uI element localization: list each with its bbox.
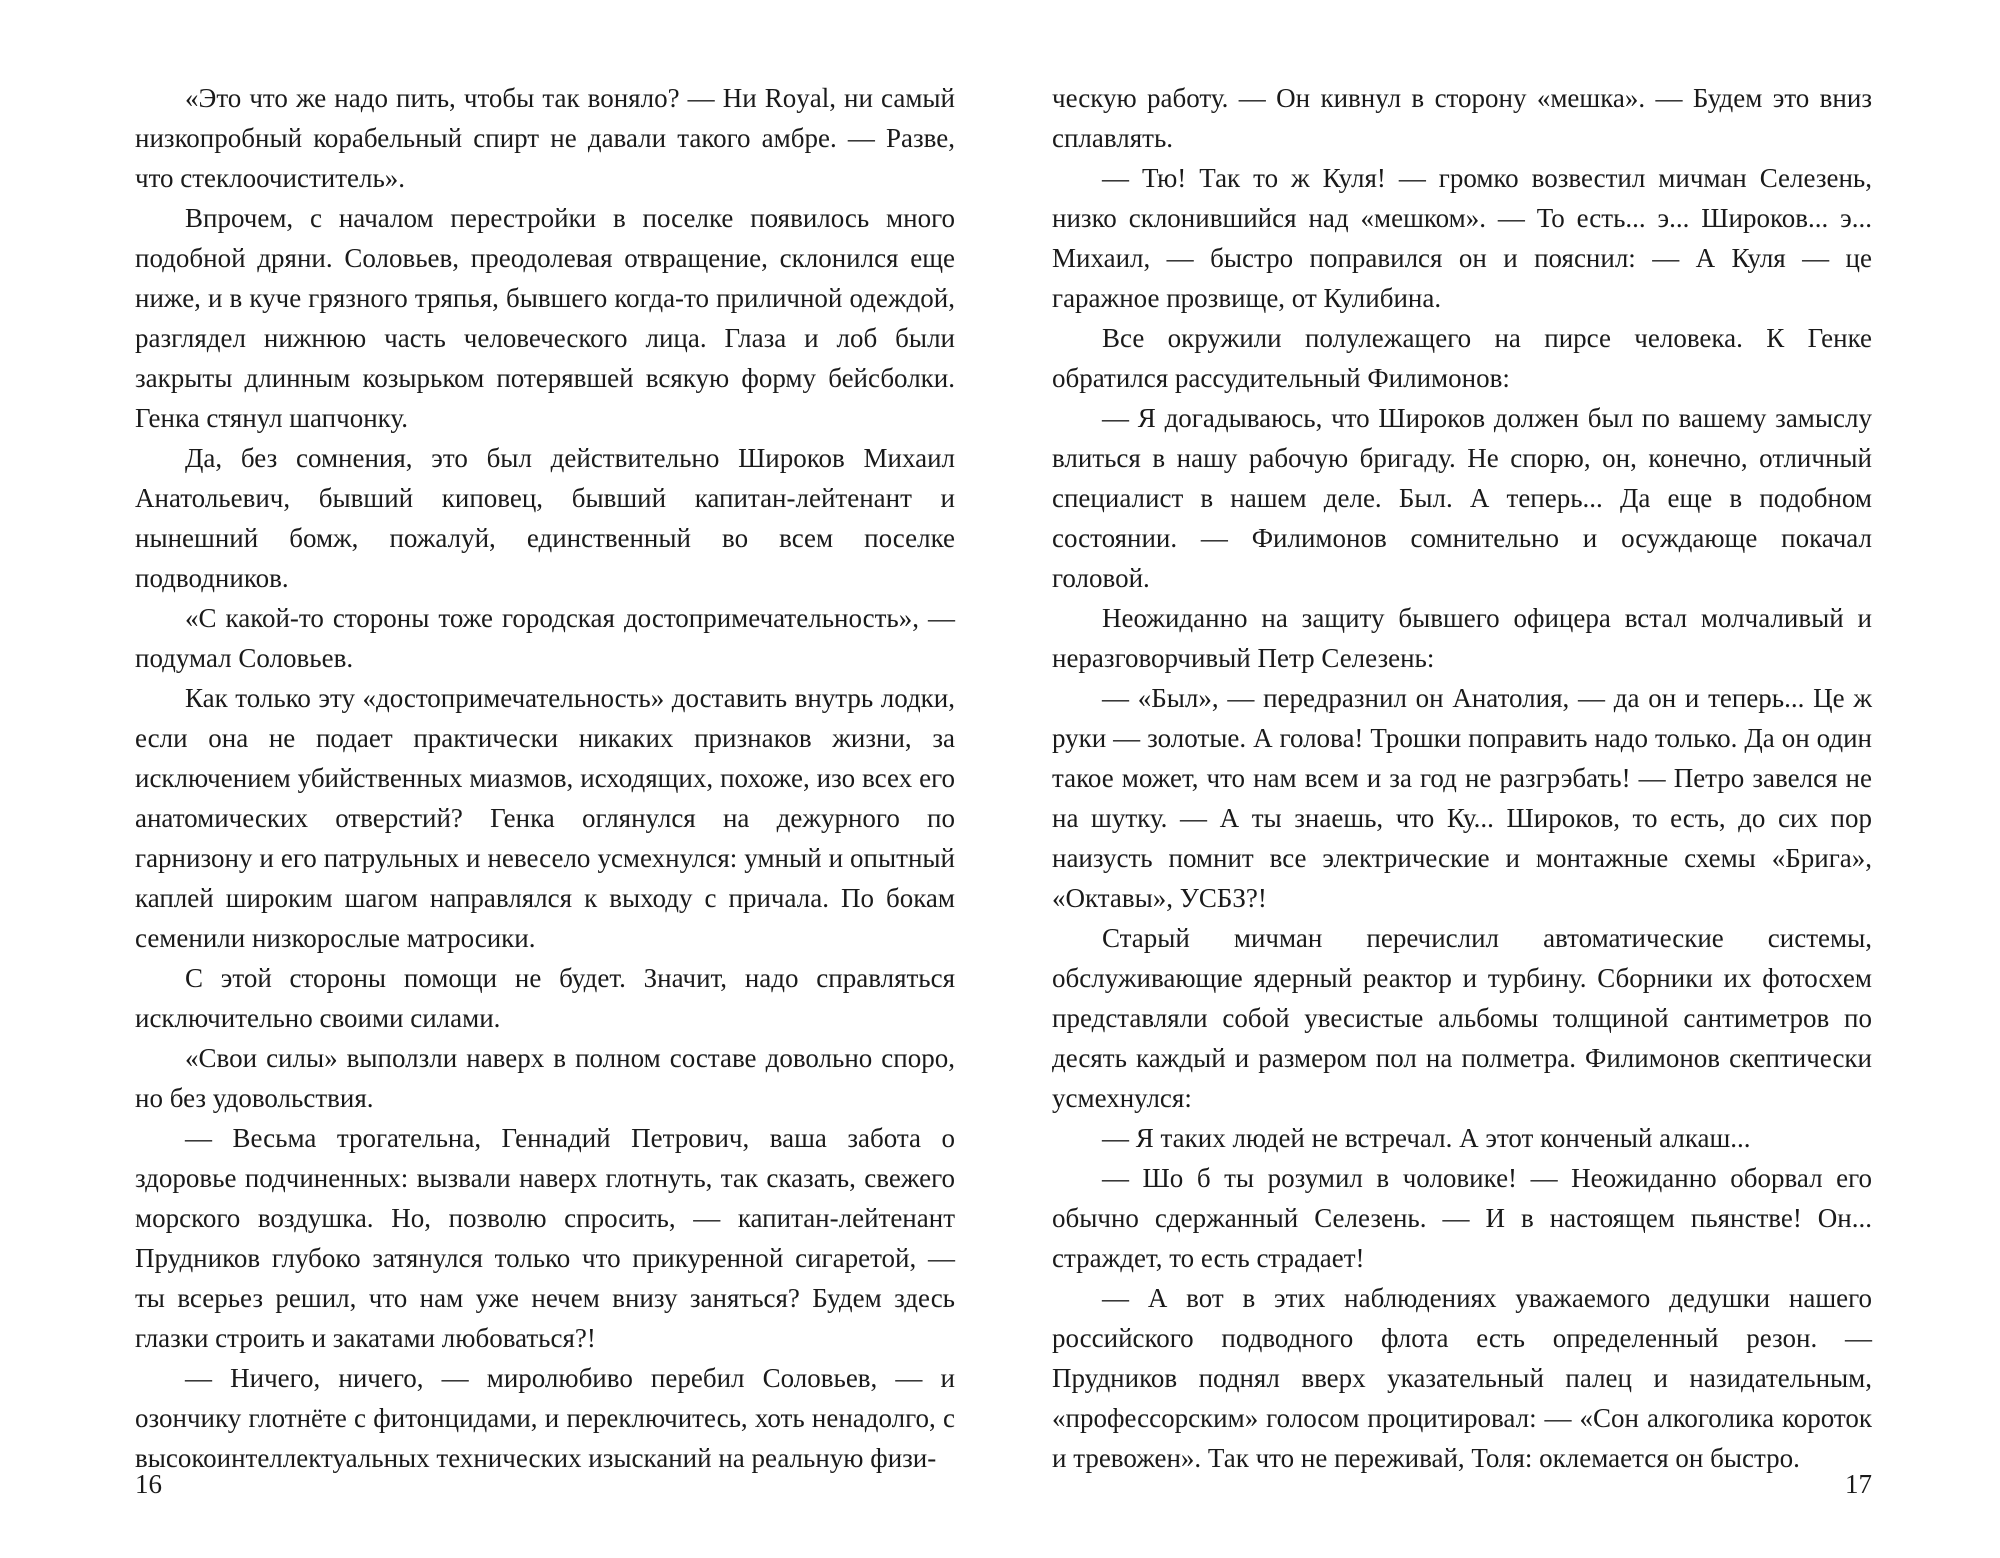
paragraph: Старый мичман перечислил автоматические системы, обслуживающие ядерный реактор и турбину. Сборники их фотосхем представляли собой увесистые альбомы толщиной сантиметров по десять каждый и размером пол на полметра. Филимонов скептически усмехнулся: <box>1052 923 1872 1113</box>
paragraph: — Весьма трогательна, Геннадий Петрович, ваша забота о здоровье подчиненных: вызвали наверх глотнуть, так сказать, свежего морского воздушка. Но, позволю спросить, — капитан-лейтенант Прудников глубоко затянулся только что прикуренной сигаретой, — ты всерьез решил, что нам уже нечем внизу заняться? Будем здесь глазки строить и закатами любоваться?! <box>135 1123 955 1353</box>
paragraph: Как только эту «достопримечательность» доставить внутрь лодки, если она не подает практически никаких признаков жизни, за исключением убийственных миазмов, исходящих, похоже, изо всех его анатомических отверстий? Генка оглянулся на дежурного по гарнизону и его патрульных и невесело усмехнулся: умный и опытный каплей широким шагом направлялся к выходу с причала. По бокам семенили низкорослые матросики. <box>135 683 955 953</box>
left-page-body <box>135 78 955 1478</box>
paragraph: Неожиданно на защиту бывшего офицера встал молчаливый и неразговорчивый Петр Селезень: <box>1052 603 1872 673</box>
paragraph: ческую работу. — Он кивнул в сторону «мешка». — Будем это вниз сплавлять. <box>1052 83 1872 153</box>
page-number-left: 16 <box>135 1469 162 1499</box>
right-page <box>1052 78 1872 1499</box>
paragraph: — «Был», — передразнил он Анатолия, — да он и теперь... Це ж руки — золотые. А голова! Трошки поправить надо только. Да он один такое может, что нам всем и за год не разгрэбать! — Петро завелся не на шутку. — А ты знаешь, что Ку... Широков, то есть, до сих пор наизусть помнит все электрические и монтажные схемы «Брига», «Октавы», УСБЗ?! <box>1052 683 1872 913</box>
paragraph: Да, без сомнения, это был действительно Широков Михаил Анатольевич, бывший киповец, бывший капитан-лейтенант и нынешний бомж, пожалуй, единственный во всем поселке подводников. <box>135 443 955 593</box>
paragraph: — Шо б ты розумил в чоловике! — Неожиданно оборвал его обычно сдержанный Селезень. — И в настоящем пьянстве! Он... страждет, то есть страдает! <box>1052 1163 1872 1273</box>
paragraph: «С какой-то стороны тоже городская достопримечательность», — подумал Соловьев. <box>135 603 955 673</box>
paragraph: С этой стороны помощи не будет. Значит, надо справляться исключительно своими силами. <box>135 963 955 1033</box>
right-page-body <box>1052 78 1872 1478</box>
paragraph: Впрочем, с началом перестройки в поселке появилось много подобной дряни. Соловьев, преодолевая отвращение, склонился еще ниже, и в куче грязного тряпья, бывшего когда-то приличной одеждой, разглядел нижнюю часть человеческого лица. Глаза и лоб были закрыты длинным козырьком потерявшей всякую форму бейсболки. Генка стянул шапчонку. <box>135 203 955 433</box>
paragraph: «Свои силы» выползли наверх в полном составе довольно споро, но без удовольствия. <box>135 1043 955 1113</box>
left-page <box>135 78 955 1499</box>
paragraph: — Тю! Так то ж Куля! — громко возвестил мичман Селезень, низко склонившийся над «мешком». — То есть... э... Широков... э... Михаил, — быстро поправился он и пояснил: — А Куля — це гаражное прозвище, от Кулибина. <box>1052 163 1872 313</box>
paragraph: «Это что же надо пить, чтобы так воняло? — Ни Royal, ни самый низкопробный корабельный спирт не давали такого амбре. — Разве, что стеклоочиститель». <box>135 83 955 193</box>
paragraph: Все окружили полулежащего на пирсе человека. К Генке обратился рассудительный Филимонов: <box>1052 323 1872 393</box>
paragraph: — Я догадываюсь, что Широков должен был по вашему замыслу влиться в нашу рабочую бригаду. Не спорю, он, конечно, отличный специалист в нашем деле. Был. А теперь... Да еще в подобном состоянии. — Филимонов сомнительно и осуждающе покачал головой. <box>1052 403 1872 593</box>
paragraph: — Я таких людей не встречал. А этот конченый алкаш... <box>1102 1123 1751 1153</box>
paragraph: — Ничего, ничего, — миролюбиво перебил Соловьев, — и озончику глотнёте с фитонцидами, и переключитесь, хоть ненадолго, с высокоинтеллектуальных технических изысканий на реальную физи- <box>135 1363 955 1473</box>
paragraph: — А вот в этих наблюдениях уважаемого дедушки нашего российского подводного флота есть определенный резон. — Прудников поднял вверх указательный палец и назидательным, «профессорским» голосом процитировал: — «Сон алкоголика короток и тревожен». Так что не переживай, Толя: оклемается он быстро. <box>1052 1283 1872 1473</box>
page-number-right: 17 <box>1845 1469 1872 1499</box>
